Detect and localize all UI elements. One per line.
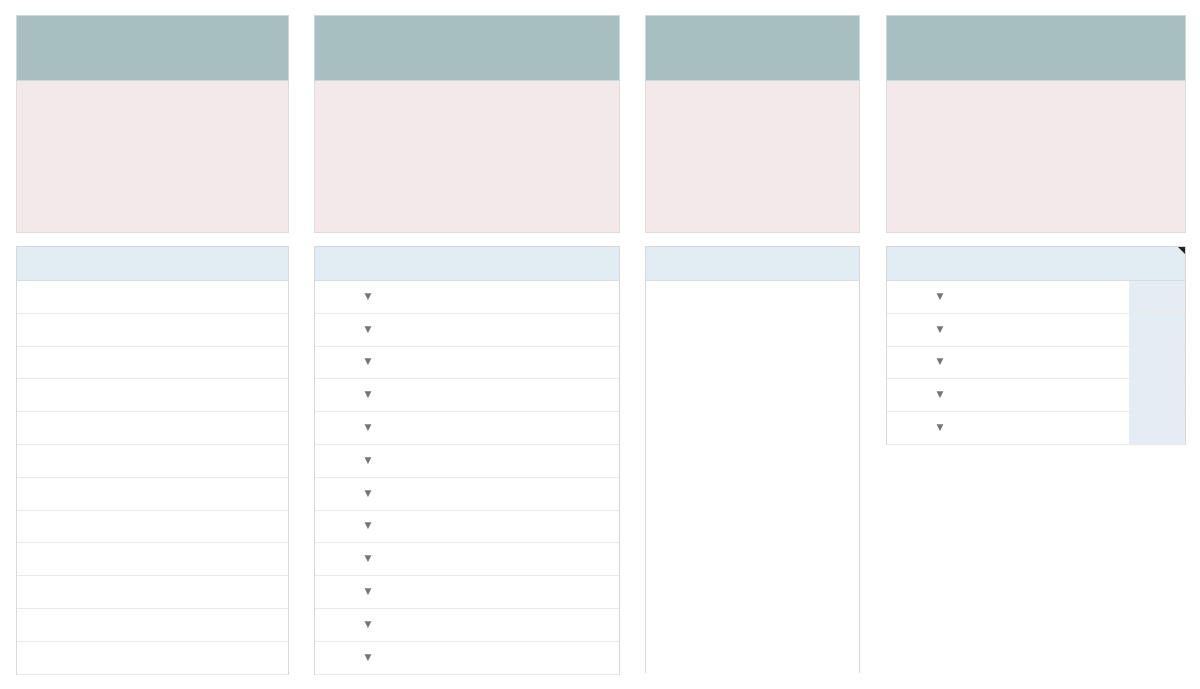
step-2-title — [16, 15, 289, 81]
category-cell[interactable] — [315, 412, 619, 445]
chevron-down-icon[interactable]: ▼ — [364, 324, 372, 335]
project-cell[interactable] — [17, 478, 288, 511]
categories-column — [314, 15, 620, 675]
step-5-title — [886, 15, 1186, 81]
step-4-title — [645, 15, 860, 81]
status-cell[interactable] — [887, 347, 1185, 380]
chevron-down-icon[interactable]: ▼ — [364, 423, 372, 434]
assignee-cell[interactable] — [646, 281, 859, 314]
status-percent — [1129, 281, 1185, 313]
chevron-down-icon[interactable]: ▼ — [364, 291, 372, 302]
category-cell[interactable] — [315, 445, 619, 478]
category-cell[interactable] — [315, 314, 619, 347]
project-cell[interactable] — [17, 412, 288, 445]
project-cell[interactable] — [17, 314, 288, 347]
chevron-down-icon[interactable]: ▼ — [936, 291, 944, 302]
projects-column — [16, 15, 289, 675]
step-5-description — [886, 81, 1186, 233]
status-column — [886, 15, 1186, 445]
project-cell[interactable] — [17, 642, 288, 675]
chevron-down-icon[interactable]: ▼ — [364, 357, 372, 368]
project-cell[interactable] — [17, 543, 288, 576]
projects-header — [17, 247, 288, 281]
status-cell[interactable] — [887, 281, 1185, 314]
status-percent — [1129, 379, 1185, 411]
status-list — [886, 246, 1186, 445]
chevron-down-icon[interactable]: ▼ — [936, 357, 944, 368]
chevron-down-icon[interactable]: ▼ — [936, 423, 944, 434]
chevron-down-icon[interactable]: ▼ — [936, 324, 944, 335]
step-2-description — [16, 81, 289, 233]
project-cell[interactable] — [17, 281, 288, 314]
status-cell[interactable] — [887, 379, 1185, 412]
category-cell[interactable] — [315, 379, 619, 412]
categories-list — [314, 246, 620, 675]
project-cell[interactable] — [17, 379, 288, 412]
category-cell[interactable] — [315, 478, 619, 511]
chevron-down-icon[interactable]: ▼ — [364, 619, 372, 630]
status-percent — [1129, 412, 1185, 444]
chevron-down-icon[interactable]: ▼ — [364, 390, 372, 401]
category-cell[interactable] — [315, 511, 619, 544]
category-cell[interactable] — [315, 281, 619, 314]
category-cell[interactable] — [315, 543, 619, 576]
step-3-title — [314, 15, 620, 81]
assignee-cell[interactable] — [646, 347, 859, 380]
project-cell[interactable] — [17, 347, 288, 380]
step-4-description — [645, 81, 860, 233]
status-percent — [1129, 347, 1185, 379]
status-header — [887, 247, 1185, 281]
project-cell[interactable] — [17, 609, 288, 642]
chevron-down-icon[interactable]: ▼ — [364, 652, 372, 663]
chevron-down-icon[interactable]: ▼ — [364, 488, 372, 499]
categories-header — [315, 247, 619, 281]
step-3-description — [314, 81, 620, 233]
assignees-header — [646, 247, 859, 281]
projects-list — [16, 246, 289, 675]
project-cell[interactable] — [17, 445, 288, 478]
project-cell[interactable] — [17, 576, 288, 609]
assignee-cell[interactable] — [646, 379, 859, 412]
category-cell[interactable] — [315, 347, 619, 380]
category-cell[interactable] — [315, 576, 619, 609]
chevron-down-icon[interactable]: ▼ — [364, 587, 372, 598]
status-cell[interactable] — [887, 412, 1185, 445]
category-cell[interactable] — [315, 642, 619, 675]
assignees-list — [645, 246, 860, 673]
chevron-down-icon[interactable]: ▼ — [364, 455, 372, 466]
category-cell[interactable] — [315, 609, 619, 642]
chevron-down-icon[interactable]: ▼ — [364, 554, 372, 565]
assignee-cell[interactable] — [646, 314, 859, 347]
chevron-down-icon[interactable]: ▼ — [364, 521, 372, 532]
assignees-column — [645, 15, 860, 673]
status-percent — [1129, 314, 1185, 346]
status-cell[interactable] — [887, 314, 1185, 347]
project-cell[interactable] — [17, 511, 288, 544]
chevron-down-icon[interactable]: ▼ — [936, 390, 944, 401]
comment-indicator — [1178, 247, 1185, 254]
